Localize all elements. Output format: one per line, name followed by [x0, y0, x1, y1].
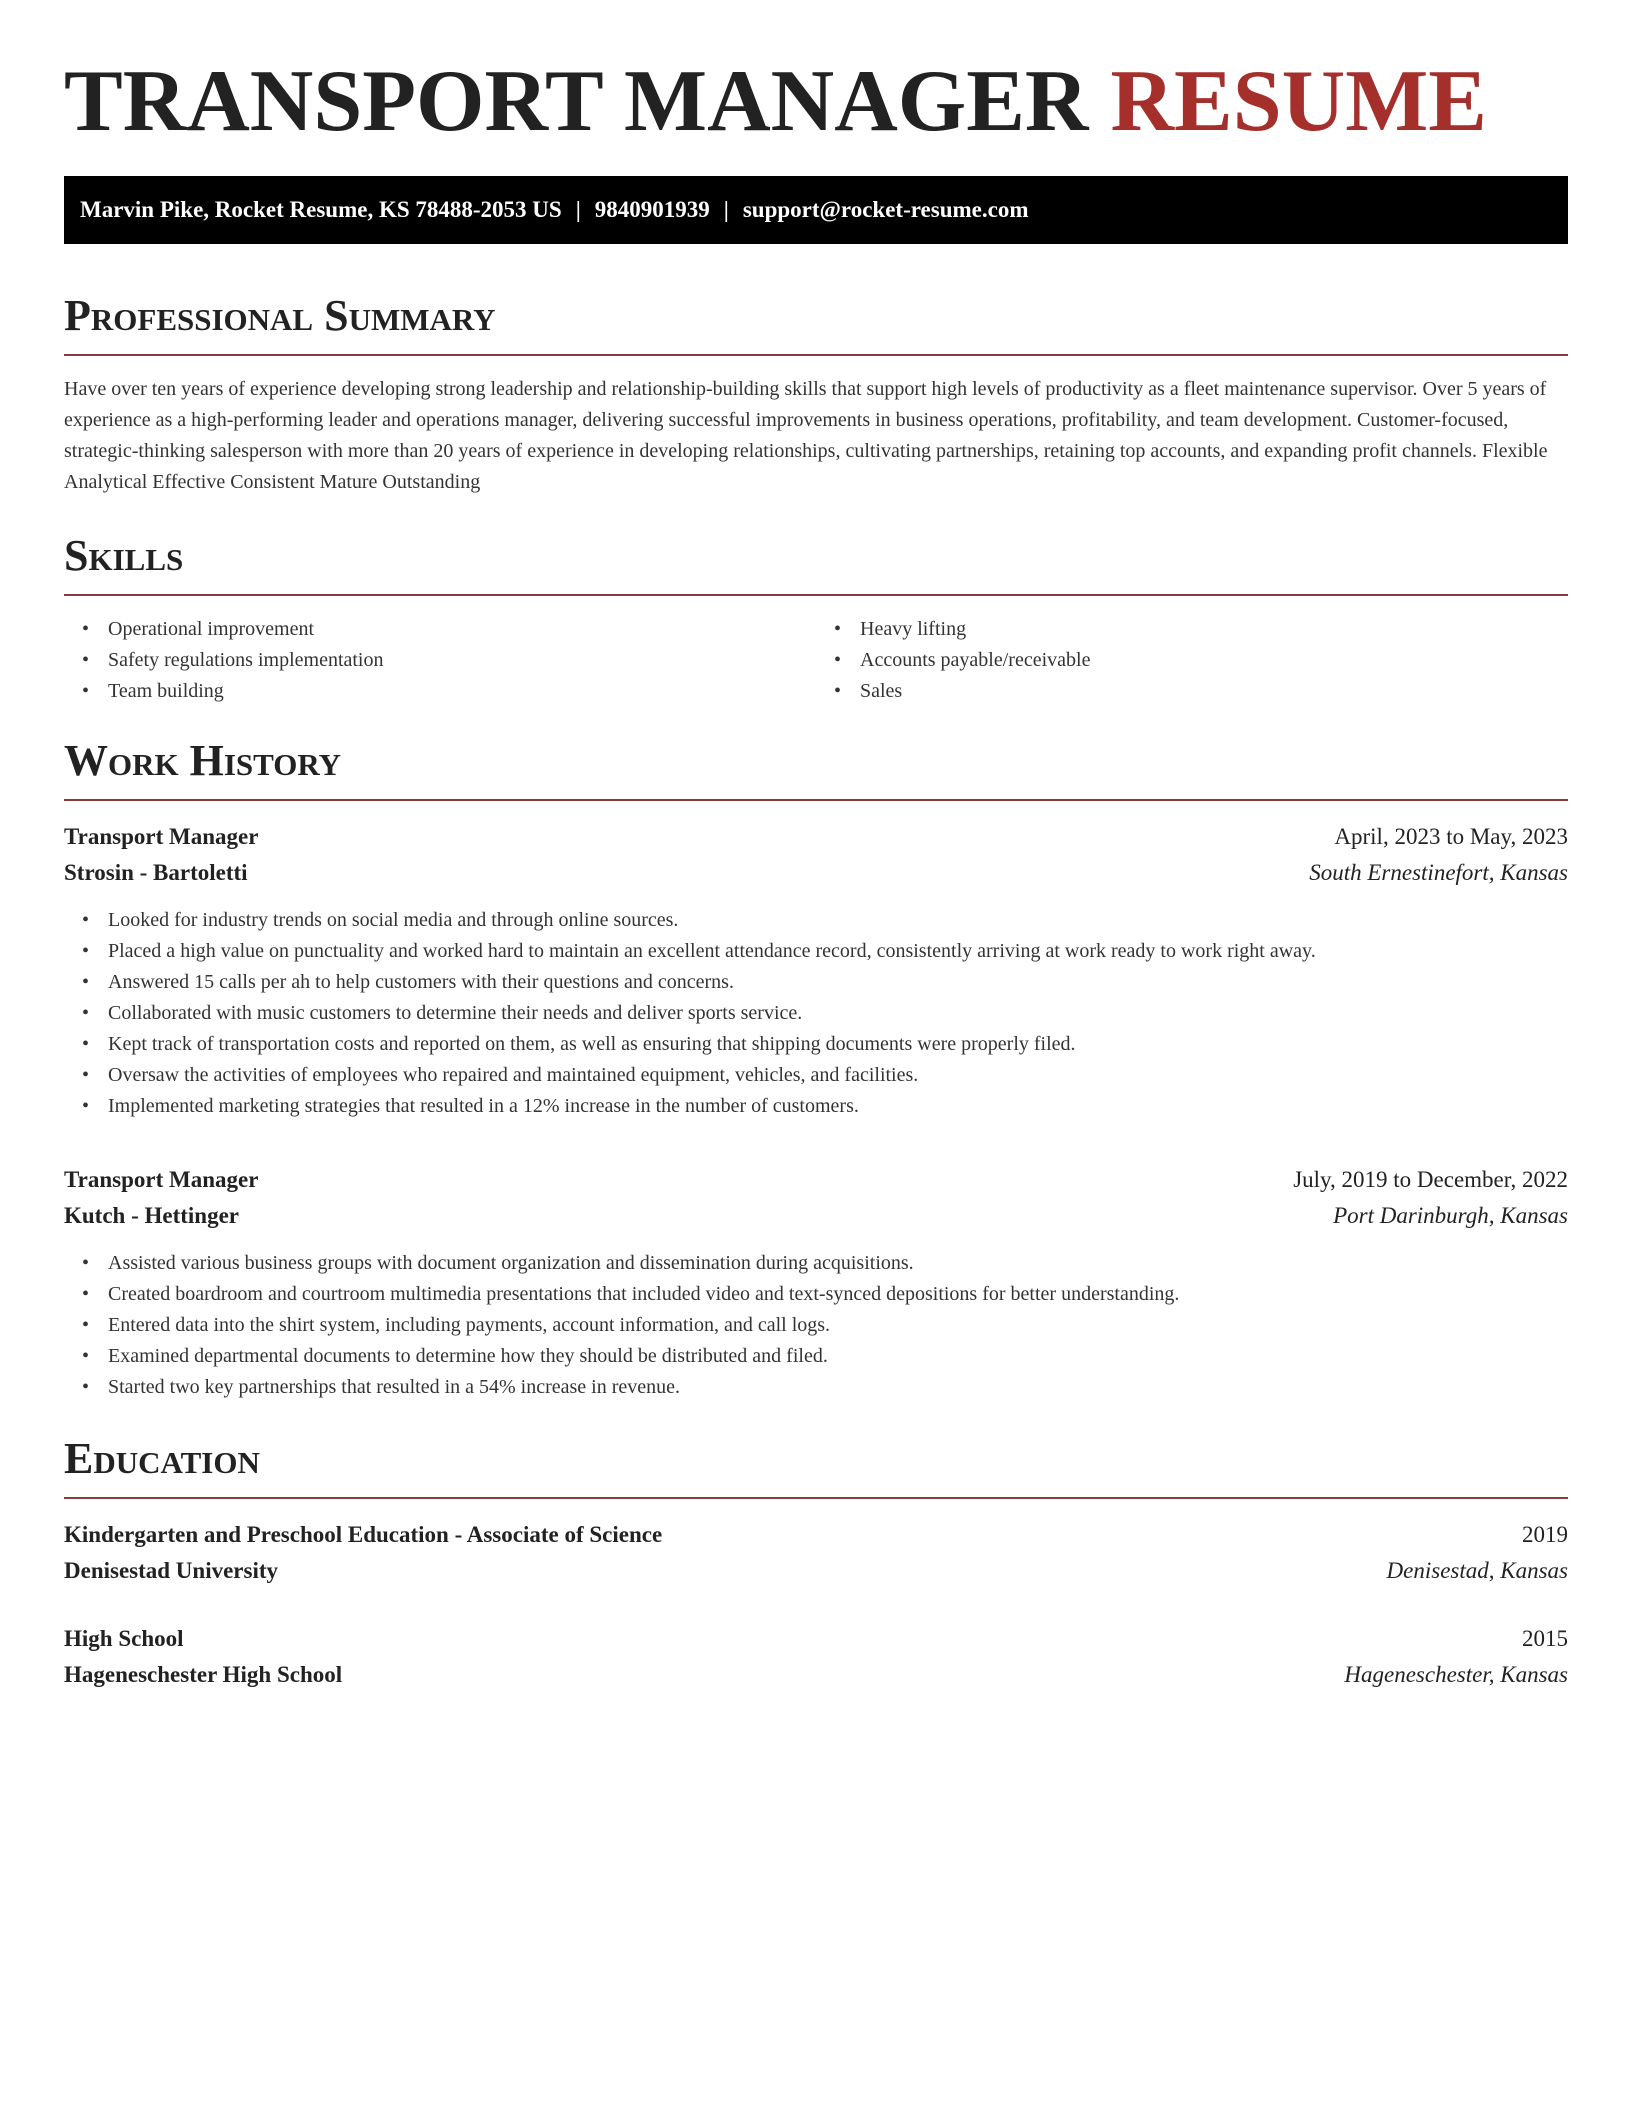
- skill-item: • Accounts payable/receivable: [816, 645, 1568, 676]
- list-item: • Assisted various business groups with document organization and dissemination during acquisitions.: [64, 1248, 1568, 1279]
- bullet-icon: •: [834, 649, 842, 671]
- section-divider: [64, 1497, 1568, 1499]
- bullet-icon: •: [834, 680, 842, 702]
- skills-list-left: [64, 614, 816, 707]
- contact-bar: [64, 176, 1568, 244]
- job-location: Port Darinburgh, Kansas: [1333, 1203, 1568, 1228]
- education-degree: High School: [64, 1626, 184, 1651]
- skill-item: • Sales: [816, 676, 1568, 707]
- job-entry: [64, 1162, 1568, 1403]
- contact-phone: 9840901939: [594, 197, 710, 222]
- education-location: Denisestad, Kansas: [1386, 1558, 1568, 1583]
- list-item: • Examined departmental documents to determine how they should be distributed and filed.: [64, 1341, 1568, 1372]
- job-dates: July, 2019 to December, 2022: [1293, 1167, 1568, 1192]
- title-accent: RESUME: [1110, 53, 1487, 150]
- education-school-row: [64, 1657, 1568, 1693]
- education-degree: Kindergarten and Preschool Education - Associate of Science: [64, 1522, 663, 1547]
- work-history-section: [64, 733, 1568, 1403]
- education-year: 2019: [1522, 1522, 1568, 1547]
- bullet-icon: •: [82, 649, 90, 671]
- bullet-icon: •: [82, 909, 90, 931]
- contact-address: Marvin Pike, Rocket Resume, KS 78488-2053 US: [80, 197, 562, 222]
- list-item: • Entered data into the shirt system, including payments, account information, and call logs.: [64, 1310, 1568, 1341]
- skill-item: • Safety regulations implementation: [64, 645, 816, 676]
- job-header-row: [64, 819, 1568, 855]
- bullet-icon: •: [82, 1252, 90, 1274]
- title-main: TRANSPORT MANAGER: [64, 53, 1089, 150]
- skills-section: [64, 528, 1568, 707]
- skill-item: • Team building: [64, 676, 816, 707]
- education-school-row: [64, 1553, 1568, 1589]
- skills-heading: Skills: [64, 531, 184, 580]
- skills-column-left: [64, 614, 816, 707]
- job-company: Kutch - Hettinger: [64, 1203, 240, 1228]
- bullet-icon: •: [82, 1033, 90, 1055]
- job-duties-list: [64, 905, 1568, 1122]
- job-location: South Ernestinefort, Kansas: [1309, 860, 1568, 885]
- job-entry: [64, 819, 1568, 1122]
- section-divider: [64, 354, 1568, 356]
- work-history-heading: Work History: [64, 736, 342, 785]
- education-entry: [64, 1621, 1568, 1693]
- job-company-row: [64, 1198, 1568, 1234]
- summary-section: [64, 288, 1568, 498]
- job-title: Transport Manager: [64, 824, 259, 849]
- contact-email: support@rocket-resume.com: [742, 197, 1029, 222]
- summary-text: Have over ten years of experience developing strong leadership and relationship-building skills that support high levels of productivity as a fleet maintenance supervisor. Over 5 years of experience as a high-performing leader and operations manager, delivering successful improvements in business operations, profitability, and team development. Customer-focused, strategic-thinking salesperson with more than 20 years of experience in developing relationships, cultivating partnerships, retaining top accounts, and expanding profit channels. Flexible Analytical Effective Consistent Mature Outstanding: [64, 378, 1548, 493]
- summary-heading: Professional Summary: [64, 291, 496, 340]
- list-item: • Answered 15 calls per ah to help customers with their questions and concerns.: [64, 967, 1568, 998]
- job-title: Transport Manager: [64, 1167, 259, 1192]
- list-item: • Looked for industry trends on social media and through online sources.: [64, 905, 1568, 936]
- bullet-icon: •: [82, 1095, 90, 1117]
- skills-grid: [64, 614, 1568, 707]
- skills-list-right: [816, 614, 1568, 707]
- job-company: Strosin - Bartoletti: [64, 860, 248, 885]
- bullet-icon: •: [82, 1064, 90, 1086]
- job-company-row: [64, 855, 1568, 891]
- skills-column-right: [816, 614, 1568, 707]
- job-header-row: [64, 1162, 1568, 1198]
- list-item: • Implemented marketing strategies that resulted in a 12% increase in the number of customers.: [64, 1091, 1568, 1122]
- education-heading: Education: [64, 1434, 260, 1483]
- section-divider: [64, 594, 1568, 596]
- list-item: • Collaborated with music customers to determine their needs and deliver sports service.: [64, 998, 1568, 1029]
- education-school: Denisestad University: [64, 1558, 279, 1583]
- education-location: Hageneschester, Kansas: [1344, 1662, 1568, 1687]
- bullet-icon: •: [82, 1314, 90, 1336]
- education-year: 2015: [1522, 1626, 1568, 1651]
- list-item: • Oversaw the activities of employees who repaired and maintained equipment, vehicles, and facilities.: [64, 1060, 1568, 1091]
- contact-separator: |: [575, 197, 581, 222]
- bullet-icon: •: [82, 680, 90, 702]
- education-school: Hageneschester High School: [64, 1662, 343, 1687]
- contact-separator: |: [723, 197, 729, 222]
- bullet-icon: •: [82, 1283, 90, 1305]
- skill-item: • Operational improvement: [64, 614, 816, 645]
- bullet-icon: •: [82, 1345, 90, 1367]
- list-item: • Created boardroom and courtroom multimedia presentations that included video and text-synced depositions for better understanding.: [64, 1279, 1568, 1310]
- job-duties-list: [64, 1248, 1568, 1403]
- section-divider: [64, 799, 1568, 801]
- education-entry: [64, 1517, 1568, 1589]
- page-title: [64, 52, 1568, 152]
- list-item: • Kept track of transportation costs and reported on them, as well as ensuring that shipping documents were properly filed.: [64, 1029, 1568, 1060]
- education-header-row: [64, 1621, 1568, 1657]
- bullet-icon: •: [82, 618, 90, 640]
- bullet-icon: •: [834, 618, 842, 640]
- bullet-icon: •: [82, 971, 90, 993]
- education-header-row: [64, 1517, 1568, 1553]
- list-item: • Started two key partnerships that resulted in a 54% increase in revenue.: [64, 1372, 1568, 1403]
- bullet-icon: •: [82, 1376, 90, 1398]
- bullet-icon: •: [82, 940, 90, 962]
- job-dates: April, 2023 to May, 2023: [1334, 824, 1568, 849]
- bullet-icon: •: [82, 1002, 90, 1024]
- list-item: • Placed a high value on punctuality and worked hard to maintain an excellent attendance record, consistently arriving at work ready to work right away.: [64, 936, 1568, 967]
- education-section: [64, 1431, 1568, 1693]
- skill-item: • Heavy lifting: [816, 614, 1568, 645]
